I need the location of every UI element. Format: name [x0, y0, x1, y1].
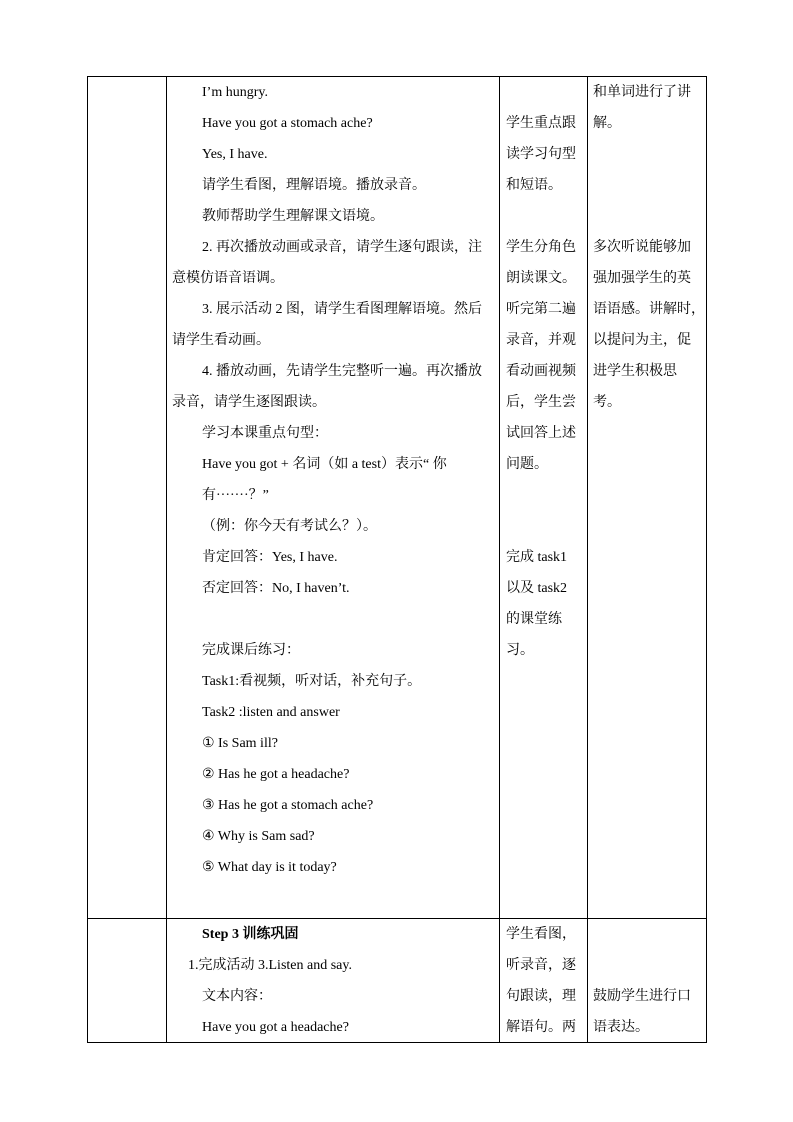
text-line: 语语感。讲解时， [593, 302, 705, 317]
text-line: Task2 :listen and answer [202, 705, 340, 720]
blank-line [593, 201, 703, 232]
text-line: 读学习句型 [506, 147, 576, 162]
text-line: 句跟读，理 [506, 989, 576, 1004]
text-line: 2. 再次播放动画或录音，请学生逐句跟读，注 [202, 240, 482, 255]
text-line: Have you got + 名词（如 a test）表示“ 你 [202, 457, 447, 472]
text-line: 4. 播放动画，先请学生完整听一遍。再次播放 [202, 364, 482, 379]
text-line: 语表达。 [593, 1020, 649, 1035]
text-line: Task1:看视频，听对话，补充句子。 [202, 674, 422, 689]
text-line: 1.完成活动 3.Listen and say. [188, 958, 352, 973]
text-line: （例：你今天有考试么？）。 [202, 519, 377, 534]
text-line: 完成 task1 [506, 550, 568, 565]
blank-line [506, 480, 584, 511]
text-line: 学生看图， [506, 927, 576, 942]
text-line: 学生重点跟 [506, 116, 576, 131]
step3-design-intention-cell [593, 919, 703, 1043]
text-line: 强加强学生的英 [593, 271, 691, 286]
table-border-right [706, 76, 707, 1043]
table-border-col2 [499, 76, 500, 1043]
text-line: 录音，请学生逐图跟读。 [172, 395, 326, 410]
text-line: 教师帮助学生理解课文语境。 [202, 209, 384, 224]
text-line: 朗读课文。 [506, 271, 576, 286]
blank-line [593, 170, 703, 201]
student-activity-cell [506, 77, 584, 666]
text-line: I’m hungry. [202, 85, 268, 100]
text-line: 试回答上述 [506, 426, 576, 441]
step3-student-activity-cell [506, 919, 584, 1043]
text-line: 多次听说能够加 [593, 240, 691, 255]
step-heading [172, 919, 494, 950]
text-line: 有·······？” [202, 488, 269, 503]
blank-line [593, 139, 703, 170]
question-item: ① Is Sam ill? [202, 736, 278, 751]
text-line: 考。 [593, 395, 621, 410]
text-line: 问题。 [506, 457, 548, 472]
step-label: Step 3 训练巩固 [202, 927, 299, 942]
table-border-left [87, 76, 88, 1043]
text-line: 听完第二遍 [506, 302, 576, 317]
blank-line [593, 919, 703, 950]
text-line: Have you got a stomach ache? [202, 116, 373, 131]
text-line: 学生分角色 [506, 240, 576, 255]
step3-procedure-cell [172, 919, 494, 1043]
text-line: 进学生积极思 [593, 364, 677, 379]
text-line: 习。 [506, 643, 534, 658]
text-line: 完成课后练习： [202, 643, 300, 658]
text-line: 否定回答：No, I haven’t. [202, 581, 350, 596]
text-line: 录音，并观 [506, 333, 576, 348]
table-border-col3 [587, 76, 588, 1043]
text-line: 看动画视频 [506, 364, 576, 379]
text-line: 和短语。 [506, 178, 562, 193]
blank-line [593, 950, 703, 981]
text-line: 学习本课重点句型： [202, 426, 328, 441]
blank-line [506, 77, 584, 108]
question-item: ⑤ What day is it today? [202, 860, 337, 875]
text-line: 和单词进行了讲 [593, 85, 691, 100]
text-line: 请学生看图，理解语境。播放录音。 [202, 178, 426, 193]
teaching-procedure-cell [172, 77, 494, 883]
text-line: 鼓励学生进行口 [593, 989, 691, 1004]
table-border-col1 [166, 76, 167, 1043]
design-intention-cell [593, 77, 703, 418]
text-line: Have you got a headache? [202, 1020, 349, 1035]
text-line: 解。 [593, 116, 621, 131]
blank-line [172, 604, 494, 635]
blank-line [506, 201, 584, 232]
text-line: 的课堂练 [506, 612, 562, 627]
text-line: 肯定回答：Yes, I have. [202, 550, 338, 565]
text-line: 听录音，逐 [506, 958, 576, 973]
text-line: 意模仿语音语调。 [172, 271, 284, 286]
text-line: 3. 展示活动 2 图，请学生看图理解语境。然后 [202, 302, 482, 317]
text-line: 以提问为主，促 [593, 333, 691, 348]
text-line: 后，学生尝 [506, 395, 576, 410]
text-line: Yes, I have. [202, 147, 268, 162]
question-item: ④ Why is Sam sad? [202, 829, 315, 844]
question-item: ② Has he got a headache? [202, 767, 350, 782]
question-item: ③ Has he got a stomach ache? [202, 798, 374, 813]
text-line: 文本内容： [202, 989, 272, 1004]
text-line: 以及 task2 [506, 581, 568, 596]
text-line: 请学生看动画。 [172, 333, 270, 348]
text-line: 解语句。两 [506, 1020, 576, 1035]
blank-line [506, 511, 584, 542]
